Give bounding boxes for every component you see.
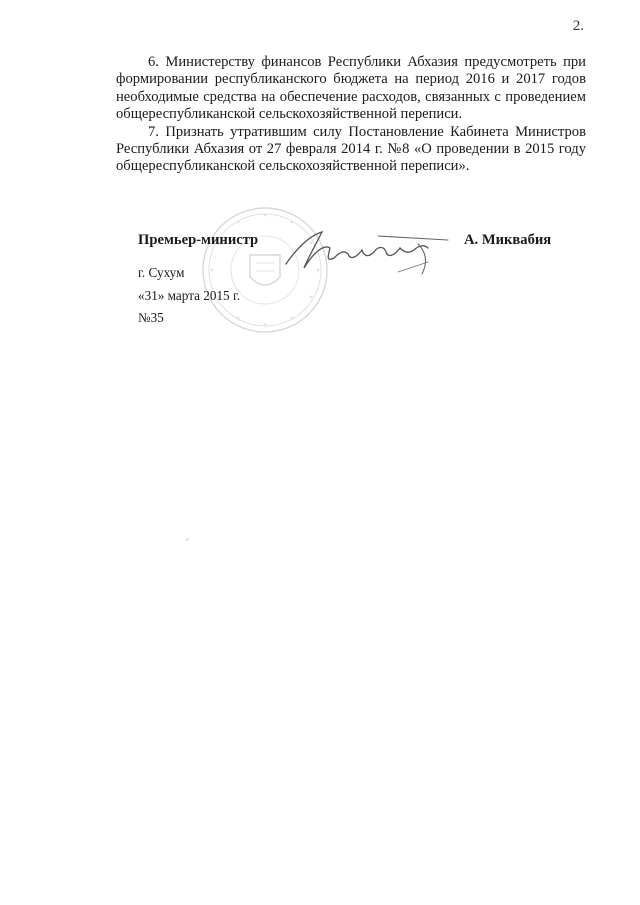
body-text [116,54,586,176]
document-meta [138,262,240,330]
page-number: 2. [572,18,584,34]
document-date: «31» марта 2015 г. [138,287,241,303]
signatory-name: А. Миквабия [464,232,552,248]
signatory-title: Премьер-министр [138,232,259,248]
paragraph-6: 6. Министерству финансов Республики Абхазия предусмотреть при формировании республиканского бюджета на период 2016 и 2017 годов необходимые средства на обеспечение расходов, связанных с проведением общереспубликанской сельскохозяйственной переписи. [116,54,586,123]
document-place: г. Сухум [138,265,185,280]
paragraph-7: 7. Признать утратившим силу Постановление Кабинета Министров Республики Абхазия от 27 февраля 2014 г. №8 «О проведении в 2015 году общереспубликанской сельскохозяйственной переписи». [116,123,586,175]
handwritten-signature-icon [278,222,458,280]
document-number: №35 [138,310,164,325]
scan-speck-icon [186,538,190,542]
